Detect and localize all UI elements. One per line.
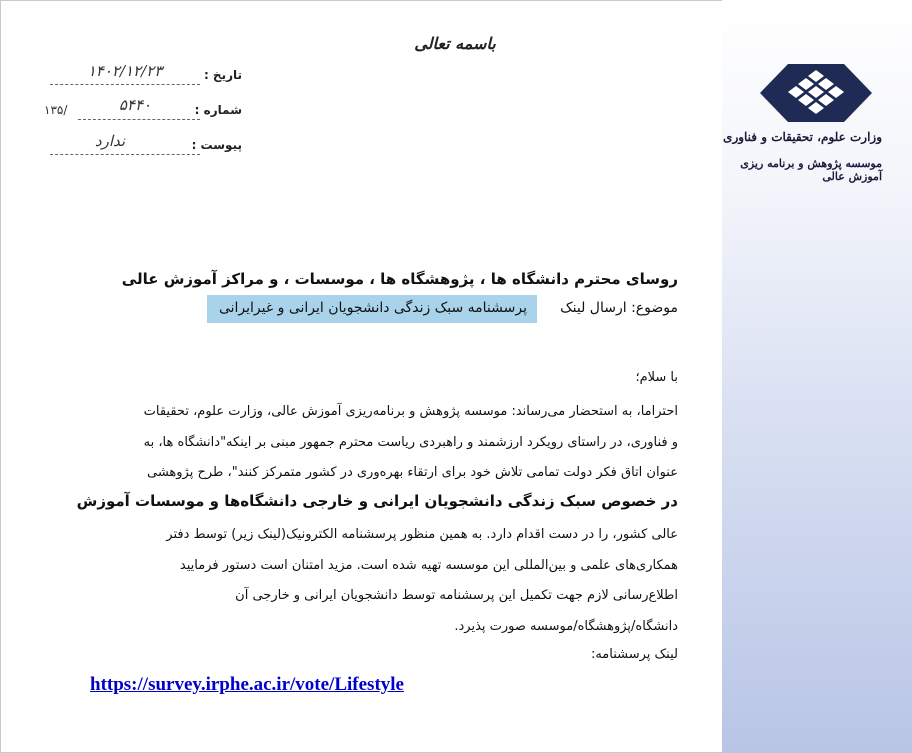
body-line: همکاری‌های علمی و بین‌المللی این موسسه تهیه شده است. مزید امتنان است دستور فرمایید	[179, 558, 678, 573]
ministry-emblem-icon	[760, 60, 872, 126]
body-line: دانشگاه/پژوهشگاه/موسسه صورت پذیرد.	[454, 619, 678, 634]
invocation-heading: باسمه تعالی	[414, 34, 496, 53]
attachment-value: ندارد	[94, 132, 126, 150]
body-line: اطلاع‌رسانی لازم جهت تکمیل این پرسشنامه توسط دانشجویان ایرانی و خارجی آن	[235, 588, 678, 603]
number-prefix: ۱۳۵/	[44, 103, 68, 117]
date-value: ۱۴۰۲/۱۲/۲۳	[87, 62, 163, 80]
number-label: شماره :	[194, 103, 242, 117]
link-label: لینک پرسشنامه:	[590, 647, 678, 662]
date-label: تاریخ :	[203, 68, 242, 82]
body-line: عنوان اتاق فکر دولت تمامی تلاش خود برای ارتقاء بهره‌وری در کشور متمرکز کنند"، طرح پژوهشی	[146, 465, 678, 480]
institute-name: موسسه پژوهش و برنامه ریزی آموزش عالی	[740, 157, 882, 183]
body-line: احتراما، به استحضار می‌رساند: موسسه پژوهش و برنامه‌ریزی آموزش عالی، وزارت علوم، تحقیقات	[143, 404, 678, 419]
body-line: عالی کشور، را در دست اقدام دارد. به همین منظور پرسشنامه الکترونیک(لینک زیر) توسط دفتر	[166, 527, 678, 542]
subject-text: پرسشنامه سبک زندگی دانشجویان ایرانی و غیرایرانی	[218, 300, 527, 316]
body-line: و فناوری، در راستای رویکرد ارزشمند و راهبردی ریاست محترم جمهور مبنی بر اینکه"دانشگاه ها، به	[143, 435, 678, 450]
greeting: با سلام؛	[635, 370, 678, 385]
addressee: روسای محترم دانشگاه ها ، پژوهشگاه ها ، موسسات ، و مراکز آموزش عالی	[121, 270, 678, 288]
subject-label: موضوع: ارسال لینک	[560, 300, 678, 316]
body-line-emphasis: در خصوص سبک زندگی دانشجویان ایرانی و خارجی دانشگاه‌ها و موسسات آموزش	[76, 492, 678, 510]
number-value: ۵۴۴۰	[118, 96, 152, 114]
attachment-label: پیوست :	[191, 138, 242, 152]
survey-link[interactable]: https://survey.irphe.ac.ir/vote/Lifestyle	[90, 674, 404, 695]
ministry-name: وزارت علوم، تحقیقات و فناوری	[723, 130, 882, 144]
